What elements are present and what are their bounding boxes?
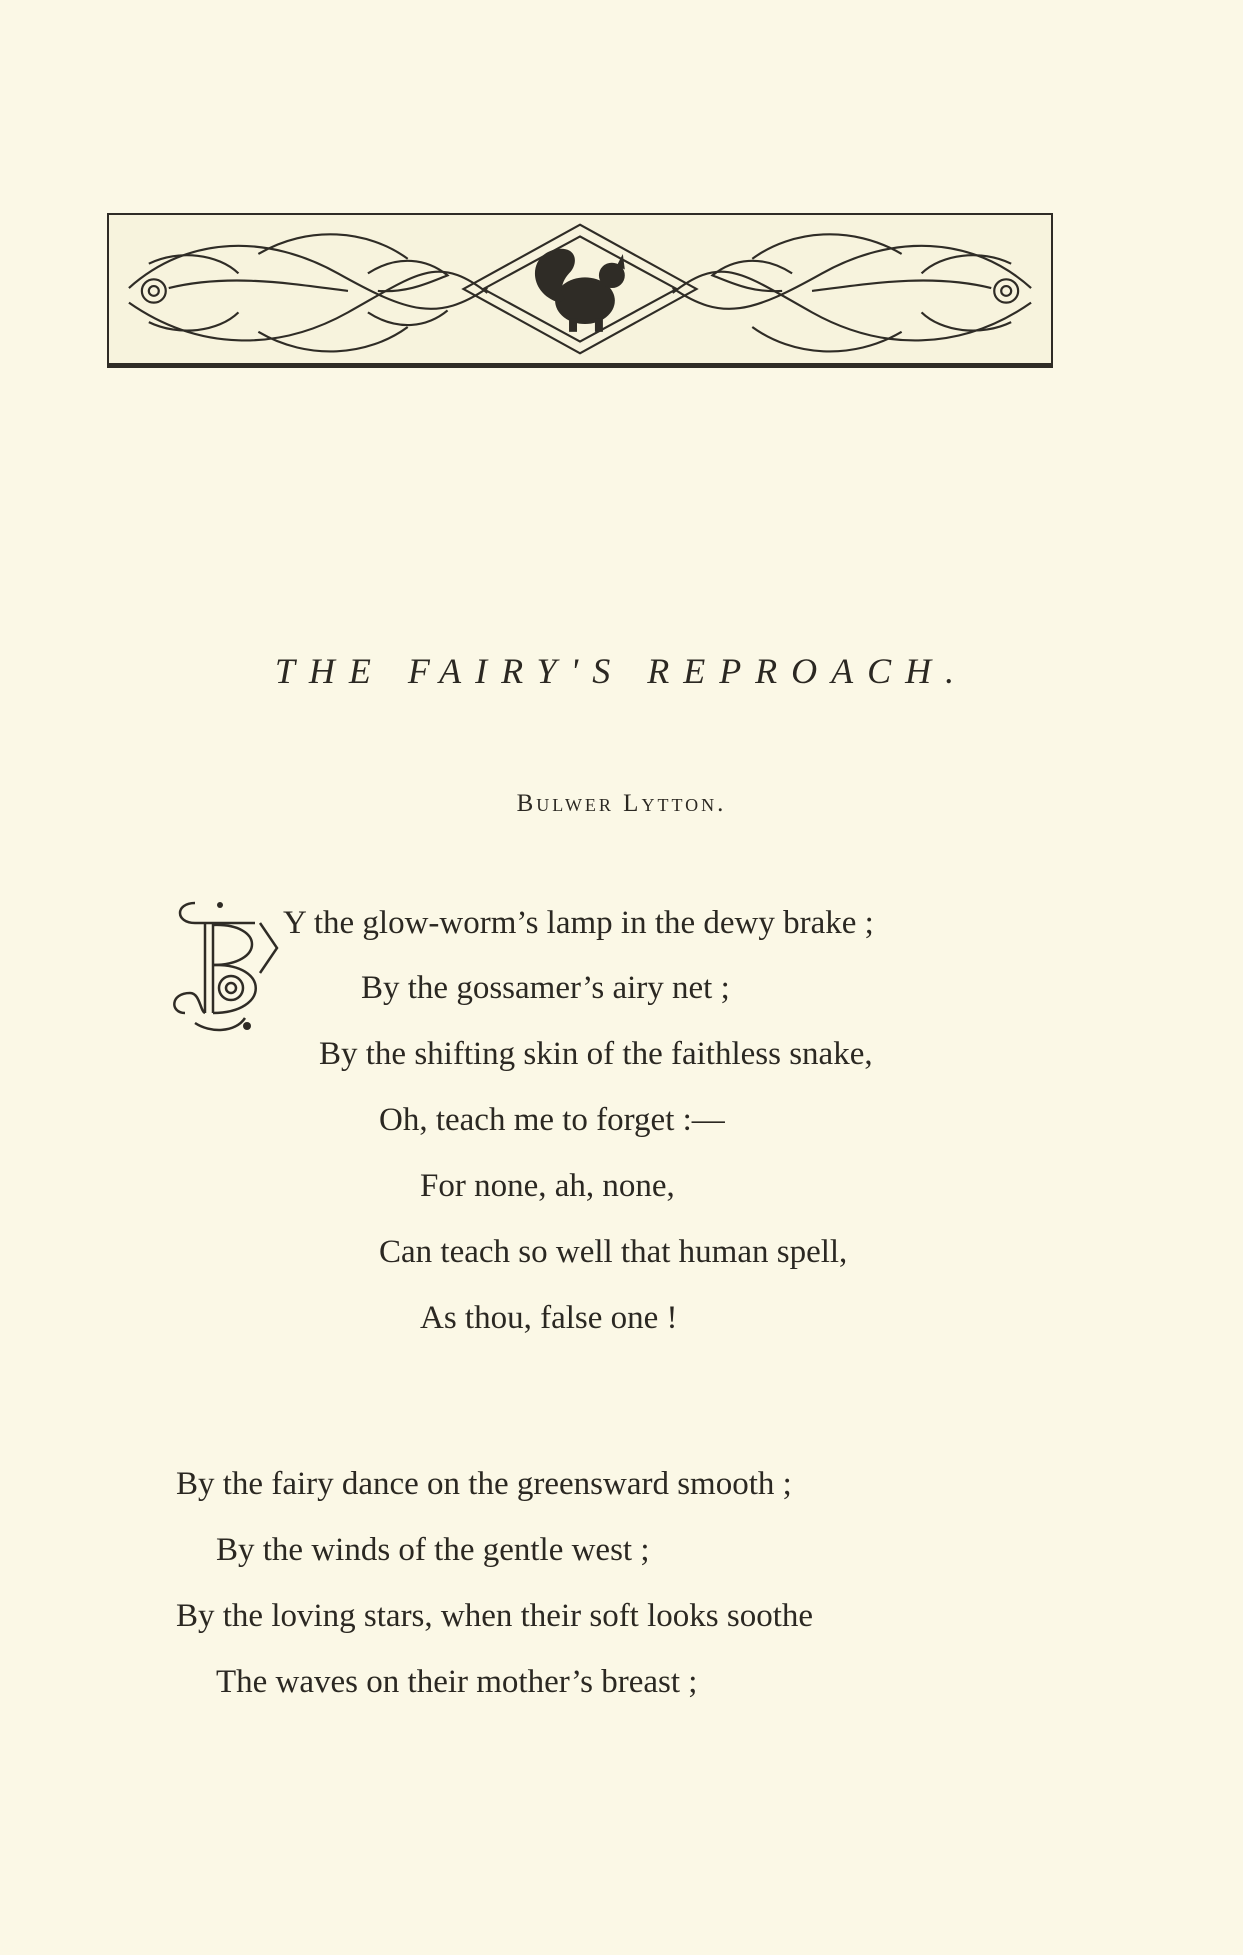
poem-title: THE FAIRY'S REPROACH. [274,651,969,691]
stanza1-line5: For none, ah, none, [420,1168,675,1204]
poem-author: Bulwer Lytton. [516,790,727,817]
drop-cap-letter: B [165,893,166,894]
stanza1-line3: By the shifting skin of the faithless snake, [319,1036,873,1072]
stanza1-line2: By the gossamer’s airy net ; [361,970,730,1006]
stanza1-line1: Y the glow-worm’s lamp in the dewy brake ; [283,905,874,941]
drop-cap-b [165,893,285,1033]
stanza2-line1: By the fairy dance on the greensward smooth ; [176,1466,792,1502]
squirrel-ornament-icon [109,215,1051,363]
headpiece-rule [107,365,1053,368]
stanza1-line7: As thou, false one ! [420,1300,678,1336]
stanza1-line4: Oh, teach me to forget :— [379,1102,725,1138]
decorative-headpiece [107,213,1053,365]
stanza2-line3: By the loving stars, when their soft looks soothe [176,1598,814,1634]
ornamental-initial-icon [165,893,285,1033]
stanza2-line4: The waves on their mother’s breast ; [216,1664,698,1700]
stanza2-line2: By the winds of the gentle west ; [216,1532,650,1568]
stanza1-line6: Can teach so well that human spell, [379,1234,848,1270]
